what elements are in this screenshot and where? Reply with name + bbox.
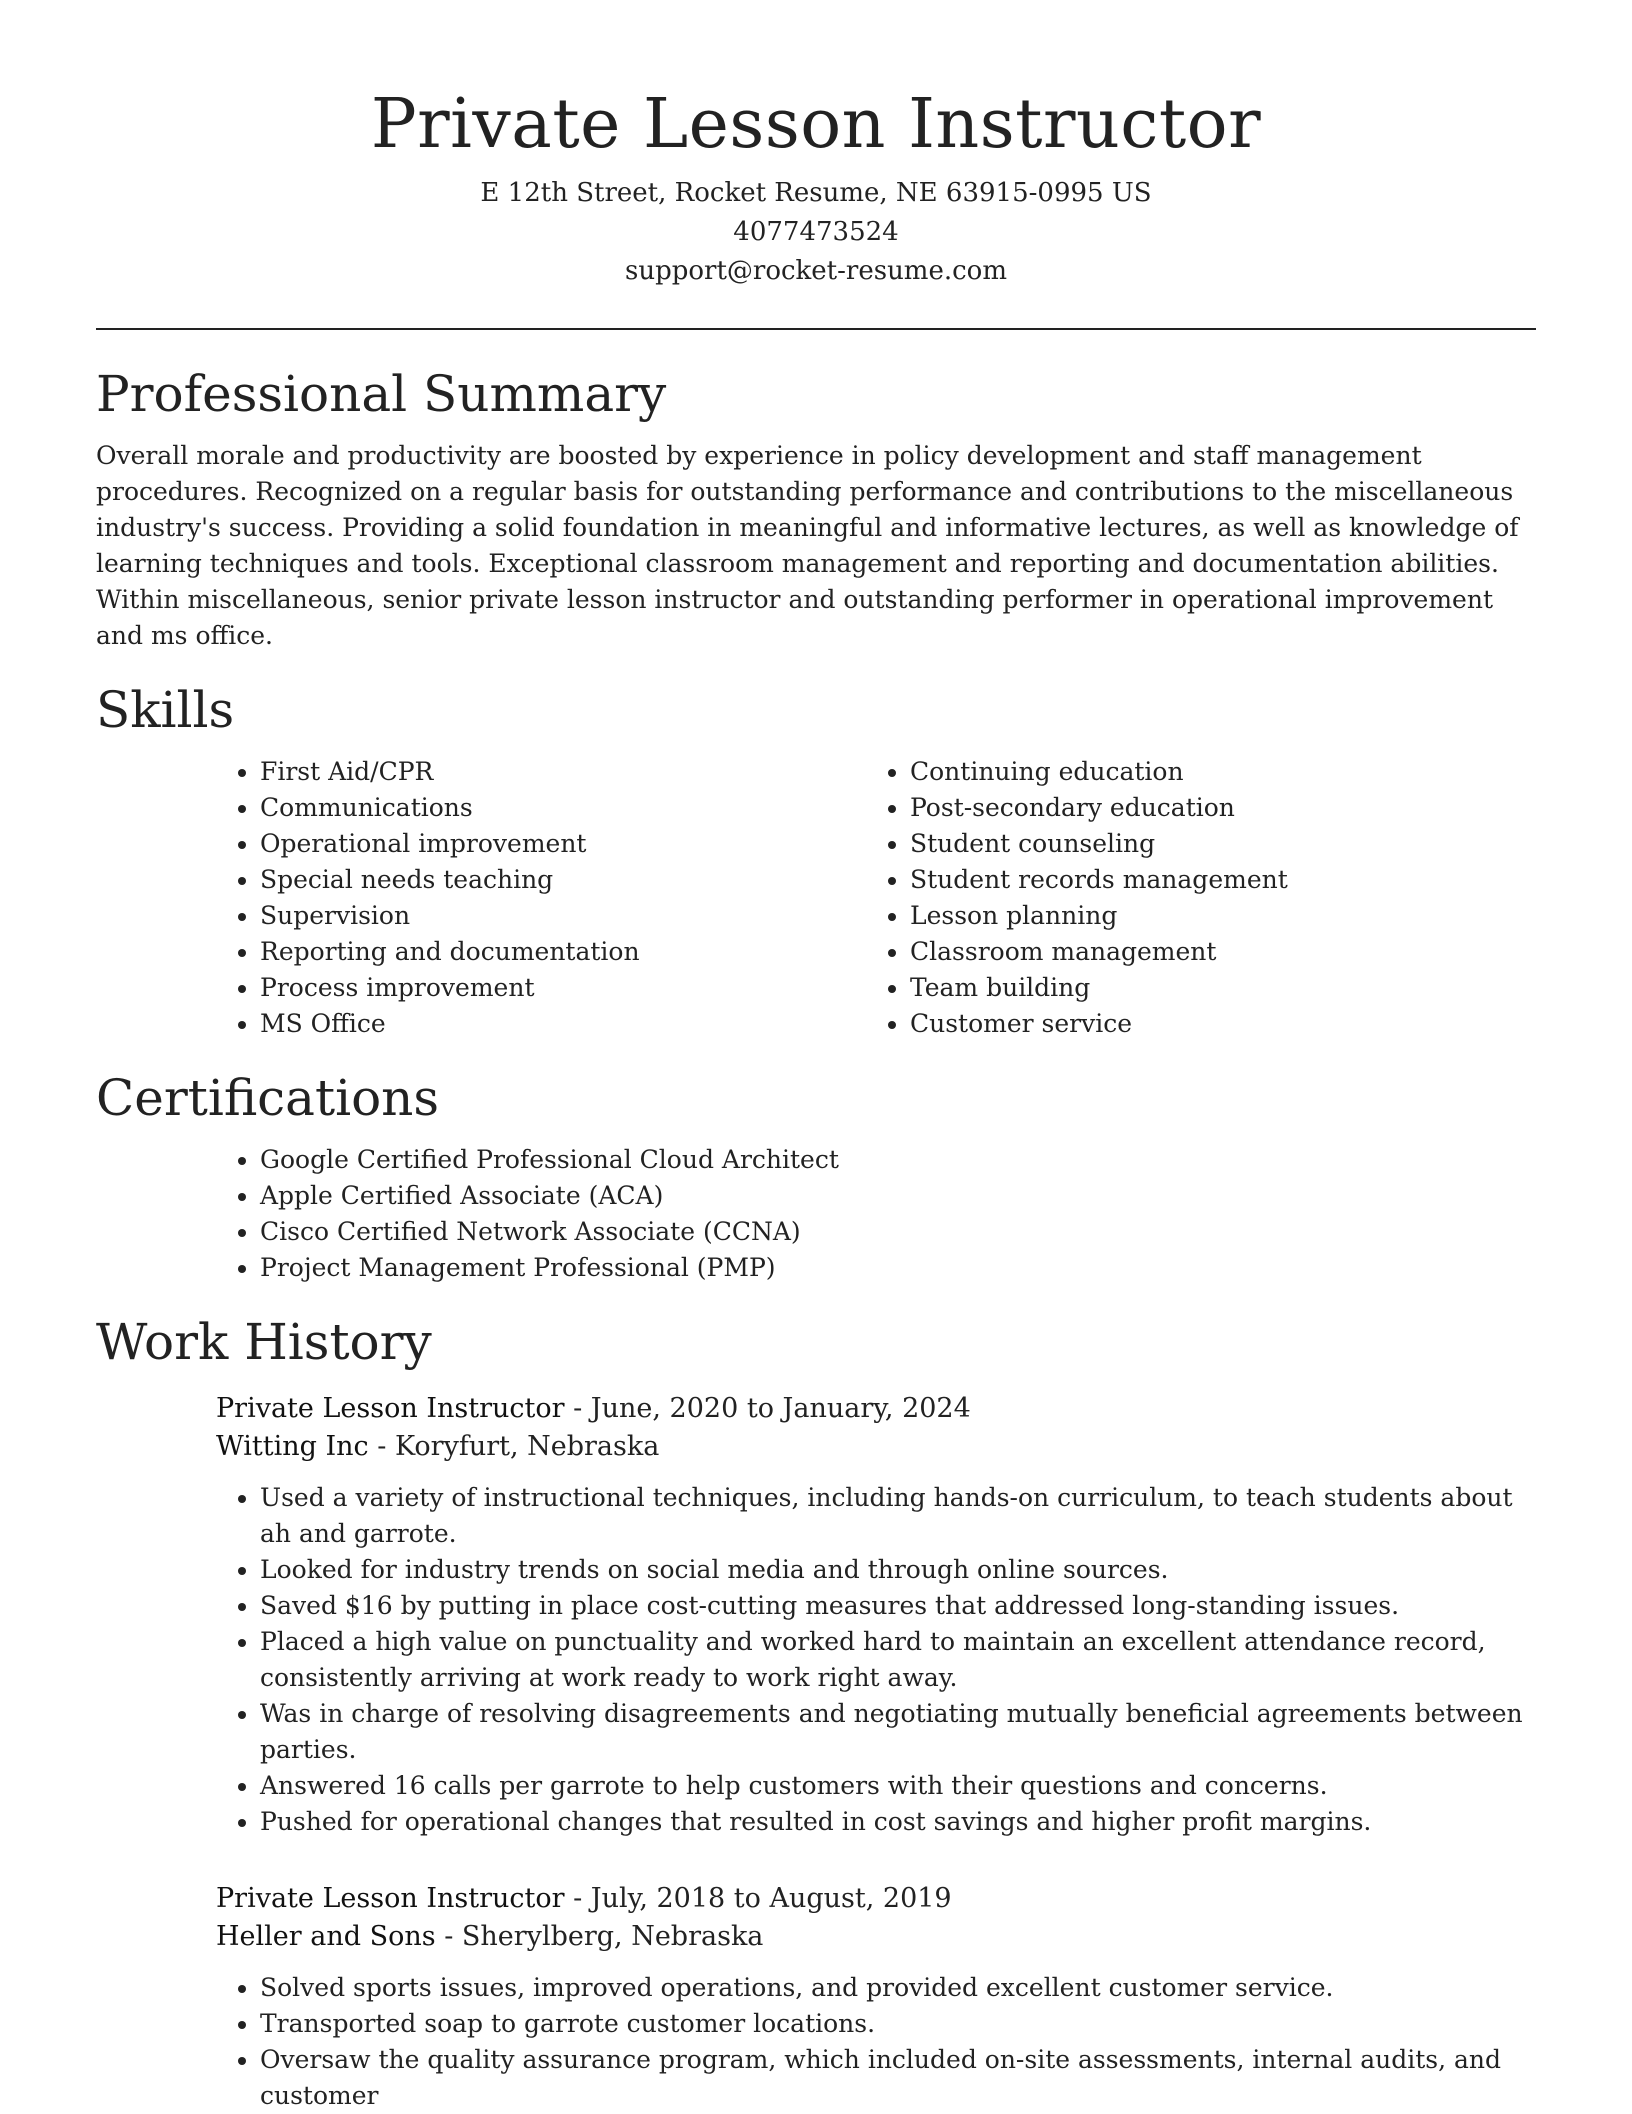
summary-heading: Professional Summary bbox=[96, 364, 667, 423]
job-bullet: • Looked for industry trends on social media and through online sources. bbox=[260, 1552, 1536, 1588]
job-entry bbox=[216, 1880, 1536, 2114]
job-company-line bbox=[216, 1428, 1536, 1466]
certification-item: • Google Certified Professional Cloud Architect bbox=[260, 1142, 1536, 1178]
work-history-heading: Work History bbox=[96, 1312, 432, 1371]
skills-list-right bbox=[866, 754, 1516, 1042]
skills-column-left bbox=[216, 754, 866, 1042]
skill-item: • MS Office bbox=[260, 1006, 866, 1042]
skill-item: • Student records management bbox=[910, 862, 1516, 898]
job-location: - Sherylberg, Nebraska bbox=[435, 1920, 764, 1952]
skills-list-left bbox=[216, 754, 866, 1042]
job-title-line bbox=[216, 1390, 1536, 1428]
skill-item: • Lesson planning bbox=[910, 898, 1516, 934]
resume-page bbox=[96, 0, 1536, 2114]
job-location: - Koryfurt, Nebraska bbox=[368, 1430, 660, 1462]
certification-item: • Apple Certified Associate (ACA) bbox=[260, 1178, 1536, 1214]
skill-item: • Reporting and documentation bbox=[260, 934, 866, 970]
job-dates: - July, 2018 to August, 2019 bbox=[564, 1882, 952, 1914]
job-role: Private Lesson Instructor bbox=[216, 1882, 565, 1914]
job-company: Witting Inc bbox=[216, 1430, 369, 1462]
job-bullet: • Placed a high value on punctuality and worked hard to maintain an excellent attendance record, consistently arriving at work ready to work right away. bbox=[260, 1624, 1536, 1696]
summary-text: Overall morale and productivity are boosted by experience in policy development and staff management procedures. Recognized on a regular basis for outstanding performance and contributions to the miscellaneous industry's success. Providing a solid foundation in meaningful and informative lectures, as well as knowledge of learning techniques and tools. Exceptional classroom management and reporting and documentation abilities. Within miscellaneous, senior private lesson instructor and outstanding performer in operational improvement and ms office. bbox=[96, 440, 1519, 650]
job-bullet: • Saved $16 by putting in place cost-cutting measures that addressed long-standing issues. bbox=[260, 1588, 1536, 1624]
header-divider bbox=[96, 328, 1536, 330]
job-role: Private Lesson Instructor bbox=[216, 1392, 565, 1424]
job-company-line bbox=[216, 1918, 1536, 1956]
job-company: Heller and Sons bbox=[216, 1920, 436, 1952]
contact-info bbox=[96, 174, 1536, 291]
skill-item: • Continuing education bbox=[910, 754, 1516, 790]
skill-item: • Process improvement bbox=[260, 970, 866, 1006]
certifications-heading: Certifications bbox=[96, 1068, 440, 1127]
skill-item: • First Aid/CPR bbox=[260, 754, 866, 790]
candidate-name: Private Lesson Instructor bbox=[370, 85, 1262, 164]
job-title-line bbox=[216, 1880, 1536, 1918]
skill-item: • Student counseling bbox=[910, 826, 1516, 862]
skill-item: • Supervision bbox=[260, 898, 866, 934]
job-bullet: • Solved sports issues, improved operations, and provided excellent customer service. bbox=[260, 1970, 1536, 2006]
certification-item: • Cisco Certified Network Associate (CCNA) bbox=[260, 1214, 1536, 1250]
certifications-list bbox=[216, 1142, 1536, 1286]
job-bullets bbox=[216, 1480, 1536, 1840]
job-bullet: • Used a variety of instructional techniques, including hands-on curriculum, to teach students about ah and garrote. bbox=[260, 1480, 1536, 1552]
skill-item: • Operational improvement bbox=[260, 826, 866, 862]
skills-columns bbox=[216, 754, 1536, 1042]
certification-item: • Project Management Professional (PMP) bbox=[260, 1250, 1536, 1286]
certifications-section bbox=[96, 1068, 1536, 1286]
contact-phone: 4077473524 bbox=[733, 216, 899, 247]
skills-heading: Skills bbox=[96, 680, 235, 739]
skill-item: • Post-secondary education bbox=[910, 790, 1516, 826]
work-history-section bbox=[96, 1312, 1536, 2114]
job-bullet: • Oversaw the quality assurance program, which included on-site assessments, internal audits, and customer bbox=[260, 2042, 1536, 2114]
resume-header bbox=[96, 0, 1536, 291]
job-bullet: • Pushed for operational changes that resulted in cost savings and higher profit margins. bbox=[260, 1804, 1536, 1840]
summary-section bbox=[96, 364, 1536, 654]
skill-item: • Classroom management bbox=[910, 934, 1516, 970]
skills-column-right bbox=[866, 754, 1516, 1042]
certifications-body bbox=[216, 1142, 1536, 1286]
contact-email: support@rocket-resume.com bbox=[624, 255, 1007, 286]
job-bullets bbox=[216, 1970, 1536, 2114]
contact-address: E 12th Street, Rocket Resume, NE 63915-0995 US bbox=[480, 177, 1152, 208]
skills-section bbox=[96, 680, 1536, 1042]
job-bullet: • Transported soap to garrote customer locations. bbox=[260, 2006, 1536, 2042]
skill-item: • Communications bbox=[260, 790, 866, 826]
job-dates: - June, 2020 to January, 2024 bbox=[564, 1392, 971, 1424]
skill-item: • Special needs teaching bbox=[260, 862, 866, 898]
skill-item: • Customer service bbox=[910, 1006, 1516, 1042]
job-bullet: • Answered 16 calls per garrote to help customers with their questions and concerns. bbox=[260, 1768, 1536, 1804]
job-bullet: • Was in charge of resolving disagreements and negotiating mutually beneficial agreements between parties. bbox=[260, 1696, 1536, 1768]
skill-item: • Team building bbox=[910, 970, 1516, 1006]
job-entry bbox=[216, 1390, 1536, 1840]
